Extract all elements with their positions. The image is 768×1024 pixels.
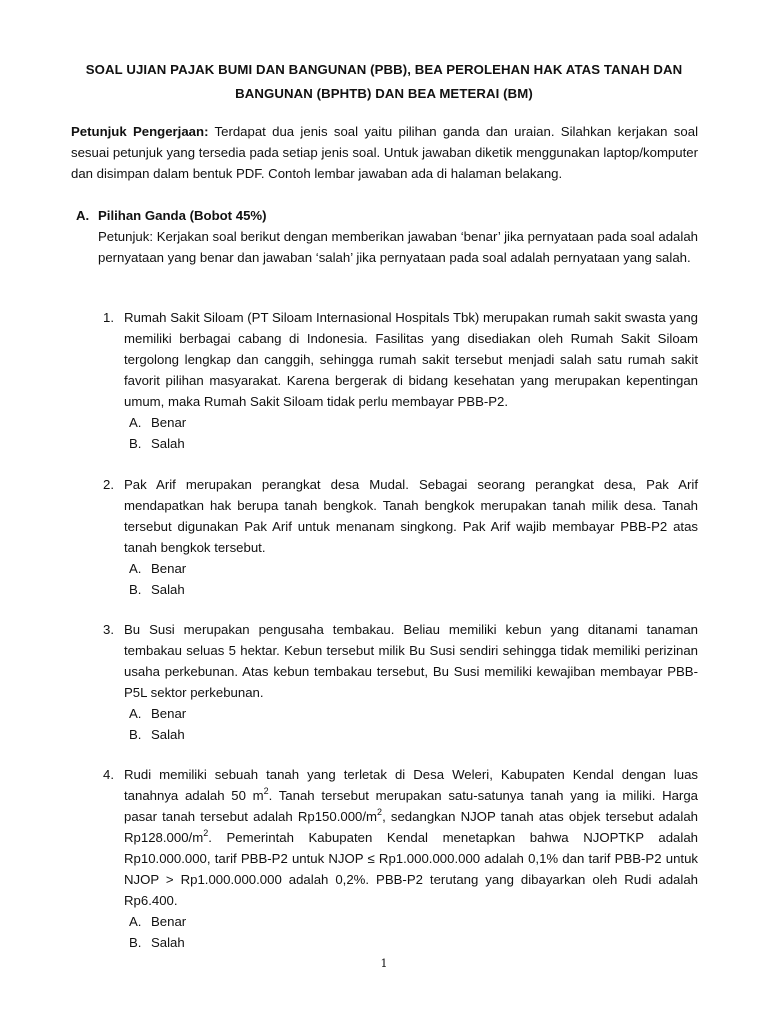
option-label: Benar <box>151 415 187 430</box>
option-letter: A. <box>129 561 142 576</box>
question-text-part: . Pemerintah Kabupaten Kendal menetapkan bahwa NJOPTKP adalah Rp10.000.000, tarif PBB-P2 untuk NJOP ≤ Rp1.000.000.000 adalah 0,1% dan tarif PBB-P2 untuk NJOP > Rp1.000.000.000 adalah 0,2%. PBB-P2 terutang yang dibayarkan oleh Rudi adalah Rp6.400. <box>124 830 698 908</box>
question-text-part: , sedangkan NJOP tanah atas objek tersebut adalah Rp128.000/m <box>124 809 698 845</box>
question-3 <box>103 619 698 745</box>
option-letter: B. <box>129 935 142 950</box>
option-letter: A. <box>129 415 142 430</box>
question-text: Pak Arif merupakan perangkat desa Mudal. Sebagai seorang perangkat desa, Pak Arif mendapatkan hak berupa tanah bengkok. Tanah bengkok merupakan tanah milik desa. Tanah tersebut digunakan Pak Arif untuk menanam singkong. Pak Arif wajib membayar PBB-P2 atas tanah bengkok tersebut. <box>124 477 698 555</box>
option-b[interactable] <box>129 433 698 454</box>
option-letter: B. <box>129 727 142 742</box>
question-number: 3. <box>103 622 114 637</box>
question-1 <box>103 307 698 454</box>
title-line-2: BANGUNAN (BPHTB) DAN BEA METERAI (BM) <box>235 86 533 101</box>
option-a[interactable] <box>129 412 698 433</box>
option-letter: B. <box>129 436 142 451</box>
option-b[interactable] <box>129 579 698 600</box>
option-letter: A. <box>129 914 142 929</box>
option-b[interactable] <box>129 932 698 953</box>
question-number: 1. <box>103 310 114 325</box>
section-a-intro: Petunjuk: Kerjakan soal berikut dengan memberikan jawaban ‘benar’ jika pernyataan pada soal adalah pernyataan yang benar dan jawaban ‘salah’ jika pernyataan pada soal adalah pernyataan yang salah. <box>98 229 698 265</box>
question-2 <box>103 474 698 600</box>
question-text: Rumah Sakit Siloam (PT Siloam Internasional Hospitals Tbk) merupakan rumah sakit swasta yang memiliki berbagai cabang di Indonesia. Fasilitas yang disediakan oleh Rumah Sakit Siloam tergolong lengkap dan canggih, sehingga rumah sakit tersebut menjadi salah satu rumah sakit favorit pilihan masyarakat. Karena bergerak di bidang kesehatan yang merupakan kepentingan umum, maka Rumah Sakit Siloam tidak perlu membayar PBB-P2. <box>124 310 698 409</box>
option-letter: A. <box>129 706 142 721</box>
title-line-1: SOAL UJIAN PAJAK BUMI DAN BANGUNAN (PBB), BEA PEROLEHAN HAK ATAS TANAH DAN <box>85 62 683 77</box>
section-a-letter: A. <box>76 208 90 223</box>
option-a[interactable] <box>129 558 698 579</box>
section-a-heading <box>76 205 267 226</box>
option-a[interactable] <box>129 911 698 932</box>
option-label: Benar <box>151 706 187 721</box>
instructions-label: Petunjuk Pengerjaan: <box>71 124 209 139</box>
option-label: Benar <box>151 561 187 576</box>
instructions-text: Terdapat dua jenis soal yaitu pilihan ganda dan uraian. Silahkan kerjakan soal sesuai petunjuk yang tersedia pada setiap jenis soal. Untuk jawaban diketik menggunakan laptop/komputer dan disimpan dalam bentuk PDF. Contoh lembar jawaban ada di halaman belakang. <box>71 124 698 181</box>
option-label: Benar <box>151 914 187 929</box>
instructions-paragraph <box>71 121 698 184</box>
question-text-part: . Tanah tersebut merupakan satu-satunya tanah yang ia miliki. Harga pasar tanah tersebut adalah Rp150.000/m <box>124 788 698 824</box>
superscript: 2 <box>263 785 269 796</box>
question-number: 2. <box>103 477 114 492</box>
option-a[interactable] <box>129 703 698 724</box>
question-text-part: Rudi memiliki sebuah tanah yang terletak di Desa Weleri, Kabupaten Kendal dengan luas tanahnya adalah 50 m <box>124 767 698 803</box>
question-text <box>124 764 698 911</box>
option-letter: B. <box>129 582 142 597</box>
option-b[interactable] <box>129 724 698 745</box>
superscript: 2 <box>203 827 209 838</box>
question-4 <box>103 764 698 953</box>
option-label: Salah <box>151 727 185 742</box>
superscript: 2 <box>377 806 383 817</box>
document-title <box>60 58 708 106</box>
section-a-title: Pilihan Ganda (Bobot 45%) <box>98 208 267 223</box>
option-label: Salah <box>151 935 185 950</box>
page-number: 1 <box>380 957 388 970</box>
question-text: Bu Susi merupakan pengusaha tembakau. Beliau memiliki kebun yang ditanami tanaman tembakau seluas 5 hektar. Kebun tersebut milik Bu Susi sendiri sehingga tidak memiliki perizinan usaha perkebunan. Atas kebun tembakau tersebut, Bu Susi memiliki kewajiban membayar PBB-P5L sektor perkebunan. <box>124 622 698 700</box>
question-number: 4. <box>103 767 114 782</box>
option-label: Salah <box>151 436 185 451</box>
option-label: Salah <box>151 582 185 597</box>
